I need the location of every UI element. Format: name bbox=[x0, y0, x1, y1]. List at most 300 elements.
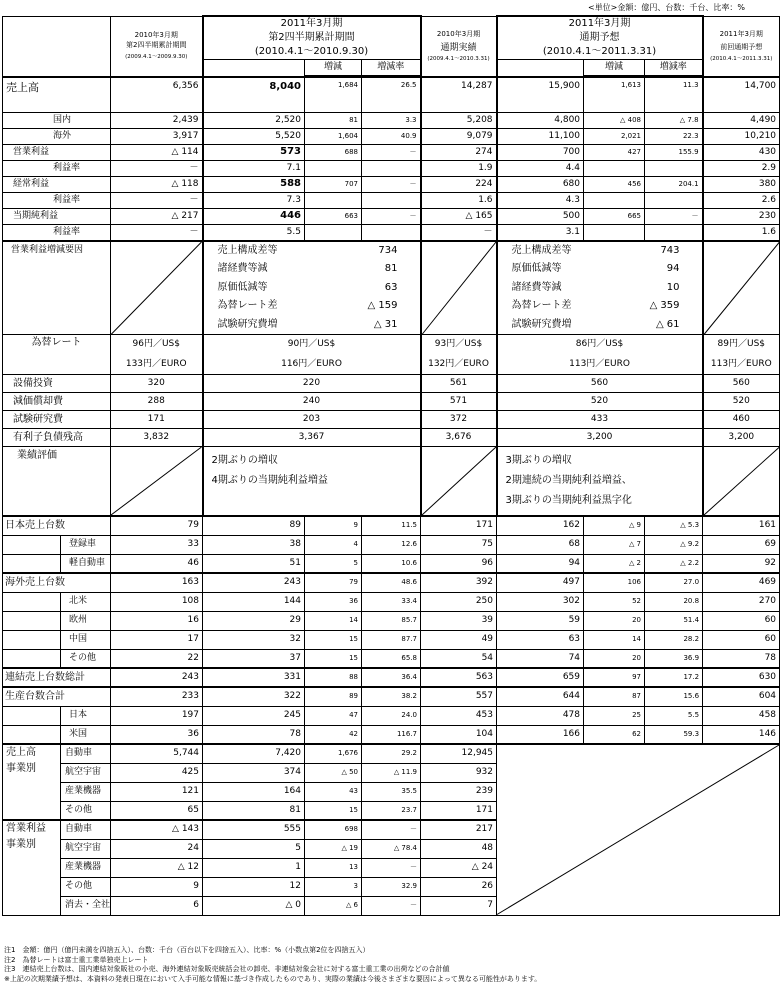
factor-name: 原価低減等 bbox=[511, 263, 562, 275]
segment-label-2: 事業別 bbox=[6, 763, 36, 774]
ord-rate-label: 利益率 bbox=[3, 192, 111, 208]
segment-sales-h1-prev: 121 bbox=[111, 782, 203, 801]
units-h1-prev: 243 bbox=[111, 668, 203, 687]
factor-value: △ 359 bbox=[649, 300, 680, 312]
capex-value-0: 320 bbox=[111, 375, 203, 393]
units-fy-prev: 75 bbox=[421, 535, 497, 554]
domestic-fy-chg: △ 408 bbox=[584, 112, 645, 128]
overseas-h1-prev: 3,917 bbox=[111, 128, 203, 144]
ord-h1-rate: － bbox=[362, 176, 421, 192]
segment-sales-name: 自動車 bbox=[61, 744, 111, 763]
segment-op-h1-cur: 555 bbox=[203, 820, 305, 839]
sales-fy-prev: 14,287 bbox=[421, 77, 497, 112]
segment-label-2: 事業別 bbox=[6, 839, 36, 850]
factors-fy bbox=[497, 241, 703, 335]
segment-op-h1-rate: － bbox=[362, 820, 421, 839]
segment-op-fy-prev: 7 bbox=[421, 896, 497, 915]
factor-fy-item bbox=[498, 260, 702, 279]
factors-h1-prev-blank bbox=[111, 241, 203, 335]
segment-sales-h1-prev: 425 bbox=[111, 763, 203, 782]
note-3: 注3 連結売上台数は、国内連結対象販社の小売、海外連結対象販売統括会社の卸売、非連結対象会社に対する富士重工業の出荷などの合計値 bbox=[4, 965, 450, 973]
segment-op-name: 産業機器 bbox=[61, 858, 111, 877]
capex-value-1: 220 bbox=[203, 375, 421, 393]
op-fy-fcst: 700 bbox=[497, 144, 584, 160]
diagonal-slash bbox=[704, 447, 780, 515]
diagonal-slash bbox=[422, 447, 496, 515]
net-fy-prev-fcst: 230 bbox=[703, 208, 780, 224]
segment-sales-fy-prev: 12,945 bbox=[421, 744, 497, 763]
segment-sales-h1-chg: △ 50 bbox=[305, 763, 362, 782]
units-fy-chg: △ 2 bbox=[584, 554, 645, 573]
overseas-h1-rate: 40.9 bbox=[362, 128, 421, 144]
segment-op-h1-chg: 13 bbox=[305, 858, 362, 877]
ord-h1-prev: △ 118 bbox=[111, 176, 203, 192]
net-h1-chg: 663 bbox=[305, 208, 362, 224]
units-fy-prev: 250 bbox=[421, 592, 497, 611]
overseas-fy-fcst: 11,100 bbox=[497, 128, 584, 144]
op_rate-fy-prev: 1.9 bbox=[421, 160, 497, 176]
units-fy-prev-fcst: 146 bbox=[703, 725, 780, 744]
units-fy-prev: 563 bbox=[421, 668, 497, 687]
op-h1-cur: 573 bbox=[203, 144, 305, 160]
segment-op-fy-prev: 217 bbox=[421, 820, 497, 839]
factor-h1-item bbox=[204, 260, 420, 279]
units-fy-prev-fcst: 69 bbox=[703, 535, 780, 554]
segment-sales-h1-prev: 65 bbox=[111, 801, 203, 820]
sales-fy-chg: 1,613 bbox=[584, 77, 645, 112]
fx-eur-3: 113円／EURO bbox=[497, 355, 703, 375]
units-fy-rate: 15.6 bbox=[645, 687, 703, 706]
units-h1-prev: 233 bbox=[111, 687, 203, 706]
col4-sub: 通期予想 bbox=[579, 32, 620, 43]
units-h1-prev: 17 bbox=[111, 630, 203, 649]
eval-h1 bbox=[203, 447, 421, 517]
factors-fy-prev-blank bbox=[421, 241, 497, 335]
debt-value-0: 3,832 bbox=[111, 429, 203, 447]
units-fy-fcst: 59 bbox=[497, 611, 584, 630]
rnd-value-3: 433 bbox=[497, 411, 703, 429]
units-h1-cur: 331 bbox=[203, 668, 305, 687]
units-fy-fcst: 74 bbox=[497, 649, 584, 668]
units-fy-rate: 5.5 bbox=[645, 706, 703, 725]
factor-fy-item bbox=[498, 316, 702, 335]
units-h1-chg: 15 bbox=[305, 630, 362, 649]
col2-chg-header: 増減 bbox=[305, 60, 362, 76]
capex-value-3: 560 bbox=[497, 375, 703, 393]
units-fy-prev-fcst: 60 bbox=[703, 630, 780, 649]
op_rate-fy-prev-fcst: 2.9 bbox=[703, 160, 780, 176]
factors-label: 営業利益増減要因 bbox=[3, 241, 111, 335]
net_rate-h1-chg bbox=[305, 224, 362, 241]
col3-range: (2009.4.1～2010.3.31) bbox=[427, 55, 490, 62]
units-indent bbox=[3, 630, 61, 649]
units-label: 欧州 bbox=[61, 611, 111, 630]
dep-value-4: 520 bbox=[703, 393, 780, 411]
col5-title: 2011年3月期 bbox=[719, 29, 763, 38]
units-h1-rate: 116.7 bbox=[362, 725, 421, 744]
fx-label: 為替レート bbox=[3, 335, 111, 375]
op_rate-h1-chg bbox=[305, 160, 362, 176]
fx-usd-2: 93円／US$ bbox=[421, 335, 497, 355]
units-fy-rate: 17.2 bbox=[645, 668, 703, 687]
sales-fy-rate: 11.3 bbox=[645, 77, 703, 112]
units-h1-cur: 29 bbox=[203, 611, 305, 630]
units-fy-prev: 171 bbox=[421, 516, 497, 535]
segment-label-1: 営業利益 bbox=[6, 823, 46, 834]
ord-label: 経常利益 bbox=[3, 176, 111, 192]
units-indent bbox=[3, 535, 61, 554]
eval-fy-line: 3期ぶりの増収 bbox=[505, 455, 572, 466]
units-fy-fcst: 497 bbox=[497, 573, 584, 592]
op-rate-label: 利益率 bbox=[3, 160, 111, 176]
domestic-h1-cur: 2,520 bbox=[203, 112, 305, 128]
op_rate-h1-cur: 7.1 bbox=[203, 160, 305, 176]
units-fy-rate: 27.0 bbox=[645, 573, 703, 592]
units-fy-fcst: 659 bbox=[497, 668, 584, 687]
eval-label: 業績評価 bbox=[3, 447, 111, 517]
rnd-value-0: 171 bbox=[111, 411, 203, 429]
sales-fy-fcst: 15,900 bbox=[497, 77, 584, 112]
debt-value-3: 3,200 bbox=[497, 429, 703, 447]
units-indent bbox=[3, 649, 61, 668]
eval-fy bbox=[497, 447, 703, 517]
units-h1-cur: 51 bbox=[203, 554, 305, 573]
units-fy-rate: △ 2.2 bbox=[645, 554, 703, 573]
op-fy-prev: 274 bbox=[421, 144, 497, 160]
units-h1-chg: 42 bbox=[305, 725, 362, 744]
dep-value-3: 520 bbox=[497, 393, 703, 411]
units-fy-fcst: 68 bbox=[497, 535, 584, 554]
eval-fy-prev-blank bbox=[421, 447, 497, 517]
factor-h1-item bbox=[204, 242, 420, 261]
segment-sales-h1-cur: 7,420 bbox=[203, 744, 305, 763]
sales-h1-cur: 8,040 bbox=[203, 77, 305, 112]
domestic-fy-rate: △ 7.8 bbox=[645, 112, 703, 128]
units-h1-prev: 197 bbox=[111, 706, 203, 725]
units-label: 中国 bbox=[61, 630, 111, 649]
op-h1-prev: △ 114 bbox=[111, 144, 203, 160]
units-label: 連結売上台数総計 bbox=[3, 668, 111, 687]
op-fy-prev-fcst: 430 bbox=[703, 144, 780, 160]
segment-op-h1-cur: △ 0 bbox=[203, 896, 305, 915]
segment-sales-h1-cur: 164 bbox=[203, 782, 305, 801]
segment-op-name: その他 bbox=[61, 877, 111, 896]
segment-sales-name: 産業機器 bbox=[61, 782, 111, 801]
ord-fy-rate: 204.1 bbox=[645, 176, 703, 192]
fx-usd-1: 90円／US$ bbox=[203, 335, 421, 355]
overseas-h1-cur: 5,520 bbox=[203, 128, 305, 144]
units-label: 登録車 bbox=[61, 535, 111, 554]
sales-h1-prev: 6,356 bbox=[111, 77, 203, 112]
segment-op-fy-prev: 48 bbox=[421, 839, 497, 858]
units-h1-cur: 322 bbox=[203, 687, 305, 706]
units-h1-prev: 46 bbox=[111, 554, 203, 573]
debt-label: 有利子負債残高 bbox=[3, 429, 111, 447]
segment-op-h1-chg: 3 bbox=[305, 877, 362, 896]
units-fy-prev-fcst: 92 bbox=[703, 554, 780, 573]
factor-name: 売上構成差等 bbox=[217, 244, 278, 256]
debt-value-1: 3,367 bbox=[203, 429, 421, 447]
units-fy-prev-fcst: 78 bbox=[703, 649, 780, 668]
units-fy-chg: 25 bbox=[584, 706, 645, 725]
ord_rate-fy-prev-fcst: 2.6 bbox=[703, 192, 780, 208]
segment-sales-label bbox=[3, 744, 61, 820]
ord-fy-fcst: 680 bbox=[497, 176, 584, 192]
units-label: 海外売上台数 bbox=[3, 573, 111, 592]
eval-fy-line: 3期ぶりの当期純利益黒字化 bbox=[505, 495, 632, 506]
factor-name: 試験研究費増 bbox=[511, 318, 572, 330]
units-label: 米国 bbox=[61, 725, 111, 744]
dep-value-2: 571 bbox=[421, 393, 497, 411]
net-h1-rate: － bbox=[362, 208, 421, 224]
net_rate-fy-prev-fcst: 1.6 bbox=[703, 224, 780, 241]
units-fy-prev: 49 bbox=[421, 630, 497, 649]
units-fy-chg: 20 bbox=[584, 611, 645, 630]
units-h1-cur: 144 bbox=[203, 592, 305, 611]
domestic-h1-chg: 81 bbox=[305, 112, 362, 128]
net-fy-rate: － bbox=[645, 208, 703, 224]
units-h1-chg: 88 bbox=[305, 668, 362, 687]
units-fy-chg: 106 bbox=[584, 573, 645, 592]
overseas-fy-rate: 22.3 bbox=[645, 128, 703, 144]
units-fy-prev: 39 bbox=[421, 611, 497, 630]
eval-prev-fcst-blank bbox=[703, 447, 780, 517]
units-indent bbox=[3, 706, 61, 725]
eval-h1-line: 4期ぶりの当期純利益増益 bbox=[211, 475, 328, 486]
segment-op-fy-prev: 26 bbox=[421, 877, 497, 896]
op_rate-h1-prev: － bbox=[111, 160, 203, 176]
factor-value: 734 bbox=[378, 244, 398, 256]
segment-op-h1-rate: △ 78.4 bbox=[362, 839, 421, 858]
units-fy-fcst: 478 bbox=[497, 706, 584, 725]
ord_rate-h1-cur: 7.3 bbox=[203, 192, 305, 208]
segment-sales-h1-cur: 81 bbox=[203, 801, 305, 820]
segment-sales-fy-prev: 239 bbox=[421, 782, 497, 801]
fx-eur-1: 116円／EURO bbox=[203, 355, 421, 375]
diagonal-slash bbox=[704, 242, 780, 335]
col1-sub: 第2四半期累計期間 bbox=[126, 41, 187, 49]
factor-name: 諸経費等減 bbox=[217, 263, 268, 275]
units-h1-prev: 16 bbox=[111, 611, 203, 630]
overseas-h1-chg: 1,604 bbox=[305, 128, 362, 144]
segment-sales-h1-rate: 35.5 bbox=[362, 782, 421, 801]
op_rate-fy-rate bbox=[645, 160, 703, 176]
op_rate-fy-chg bbox=[584, 160, 645, 176]
units-fy-fcst: 162 bbox=[497, 516, 584, 535]
factor-name: 原価低減等 bbox=[217, 281, 268, 293]
segment-op-h1-chg: 698 bbox=[305, 820, 362, 839]
units-fy-chg: 20 bbox=[584, 649, 645, 668]
units-fy-chg: △ 7 bbox=[584, 535, 645, 554]
ord_rate-fy-rate bbox=[645, 192, 703, 208]
debt-value-2: 3,676 bbox=[421, 429, 497, 447]
factor-value: 94 bbox=[666, 263, 680, 275]
factor-name: 試験研究費増 bbox=[217, 318, 278, 330]
ord_rate-h1-prev: － bbox=[111, 192, 203, 208]
sales-h1-rate: 26.5 bbox=[362, 77, 421, 112]
units-fy-rate: △ 5.3 bbox=[645, 516, 703, 535]
segment-op-h1-prev: 9 bbox=[111, 877, 203, 896]
units-h1-chg: 14 bbox=[305, 611, 362, 630]
col1-title: 2010年3月期 bbox=[134, 31, 178, 39]
units-fy-prev-fcst: 270 bbox=[703, 592, 780, 611]
fx-eur-0: 133円／EURO bbox=[111, 355, 203, 375]
units-h1-prev: 108 bbox=[111, 592, 203, 611]
units-h1-chg: 4 bbox=[305, 535, 362, 554]
units-fy-rate: 59.3 bbox=[645, 725, 703, 744]
units-fy-prev: 557 bbox=[421, 687, 497, 706]
fx-eur-2: 132円／EURO bbox=[421, 355, 497, 375]
units-h1-chg: 9 bbox=[305, 516, 362, 535]
ord-h1-chg: 707 bbox=[305, 176, 362, 192]
units-h1-chg: 15 bbox=[305, 649, 362, 668]
eval-h1-line: 2期ぶりの増収 bbox=[211, 455, 278, 466]
fx-usd-0: 96円／US$ bbox=[111, 335, 203, 355]
units-fy-rate: 28.2 bbox=[645, 630, 703, 649]
segment-sales-h1-rate: 23.7 bbox=[362, 801, 421, 820]
diagonal-slash bbox=[111, 447, 202, 515]
dep-label: 減価償却費 bbox=[3, 393, 111, 411]
units-h1-cur: 89 bbox=[203, 516, 305, 535]
results-table bbox=[2, 15, 780, 916]
units-fy-prev-fcst: 630 bbox=[703, 668, 780, 687]
note-1: 注1 金額：億円（億円未満を四捨五入）、台数：千台（百台以下を四捨五入）、比率：%（小数点第2位を四捨五入） bbox=[4, 946, 370, 954]
net_rate-fy-prev: － bbox=[421, 224, 497, 241]
units-h1-chg: 89 bbox=[305, 687, 362, 706]
segment-label-1: 売上高 bbox=[6, 747, 36, 758]
col4-rate-header: 増減率 bbox=[645, 60, 703, 76]
units-h1-rate: 33.4 bbox=[362, 592, 421, 611]
col2-rate-header: 増減率 bbox=[362, 60, 421, 76]
segment-op-h1-prev: 6 bbox=[111, 896, 203, 915]
factor-value: △ 159 bbox=[367, 300, 398, 312]
units-h1-cur: 243 bbox=[203, 573, 305, 592]
segment-sales-h1-rate: 29.2 bbox=[362, 744, 421, 763]
units-h1-prev: 22 bbox=[111, 649, 203, 668]
domestic-label: 国内 bbox=[3, 112, 111, 128]
eval-fy-line: 2期連続の当期純利益増益、 bbox=[505, 475, 632, 486]
units-h1-chg: 79 bbox=[305, 573, 362, 592]
units-label: 軽自動車 bbox=[61, 554, 111, 573]
segment-sales-fy-prev: 171 bbox=[421, 801, 497, 820]
factor-value: 63 bbox=[384, 281, 398, 293]
segments-forecast-blank bbox=[497, 744, 780, 915]
units-h1-cur: 78 bbox=[203, 725, 305, 744]
net-fy-fcst: 500 bbox=[497, 208, 584, 224]
segment-op-h1-prev: 24 bbox=[111, 839, 203, 858]
units-fy-prev-fcst: 604 bbox=[703, 687, 780, 706]
col2-range: (2010.4.1～2010.9.30) bbox=[254, 46, 369, 57]
op_rate-fy-fcst: 4.4 bbox=[497, 160, 584, 176]
factor-value: △ 61 bbox=[655, 318, 680, 330]
diagonal-slash bbox=[497, 745, 779, 915]
domestic-fy-fcst: 4,800 bbox=[497, 112, 584, 128]
units-fy-chg: 52 bbox=[584, 592, 645, 611]
units-h1-prev: 33 bbox=[111, 535, 203, 554]
ord_rate-h1-chg bbox=[305, 192, 362, 208]
dep-value-0: 288 bbox=[111, 393, 203, 411]
domestic-h1-prev: 2,439 bbox=[111, 112, 203, 128]
units-fy-prev: 104 bbox=[421, 725, 497, 744]
op-h1-chg: 688 bbox=[305, 144, 362, 160]
segment-op-h1-cur: 5 bbox=[203, 839, 305, 858]
units-label: 生産台数合計 bbox=[3, 687, 111, 706]
sales-h1-chg: 1,684 bbox=[305, 77, 362, 112]
units-h1-chg: 36 bbox=[305, 592, 362, 611]
factors-prev-fcst-blank bbox=[703, 241, 780, 335]
units-fy-prev: 453 bbox=[421, 706, 497, 725]
units-h1-rate: 24.0 bbox=[362, 706, 421, 725]
capex-value-4: 560 bbox=[703, 375, 780, 393]
factor-value: 81 bbox=[384, 263, 398, 275]
units-h1-prev: 36 bbox=[111, 725, 203, 744]
ord_rate-h1-rate bbox=[362, 192, 421, 208]
segment-sales-h1-prev: 5,744 bbox=[111, 744, 203, 763]
units-fy-chg: 62 bbox=[584, 725, 645, 744]
units-fy-chg: 14 bbox=[584, 630, 645, 649]
rnd-value-2: 372 bbox=[421, 411, 497, 429]
segment-op-h1-rate: 32.9 bbox=[362, 877, 421, 896]
units-fy-fcst: 63 bbox=[497, 630, 584, 649]
net_rate-h1-rate bbox=[362, 224, 421, 241]
units-h1-prev: 163 bbox=[111, 573, 203, 592]
net-h1-cur: 446 bbox=[203, 208, 305, 224]
units-fy-fcst: 644 bbox=[497, 687, 584, 706]
col3-sub: 通期実績 bbox=[440, 42, 477, 53]
op_rate-h1-rate bbox=[362, 160, 421, 176]
factors-h1 bbox=[203, 241, 421, 335]
units-fy-prev-fcst: 60 bbox=[703, 611, 780, 630]
units-fy-rate: 20.8 bbox=[645, 592, 703, 611]
units-indent bbox=[3, 611, 61, 630]
units-h1-rate: 36.4 bbox=[362, 668, 421, 687]
capex-label: 設備投資 bbox=[3, 375, 111, 393]
domestic-fy-prev: 5,208 bbox=[421, 112, 497, 128]
net_rate-fy-fcst: 3.1 bbox=[497, 224, 584, 241]
dep-value-1: 240 bbox=[203, 393, 421, 411]
segment-sales-fy-prev: 932 bbox=[421, 763, 497, 782]
units-fy-rate: △ 9.2 bbox=[645, 535, 703, 554]
ord_rate-fy-fcst: 4.3 bbox=[497, 192, 584, 208]
units-indent bbox=[3, 592, 61, 611]
net_rate-fy-rate bbox=[645, 224, 703, 241]
op-fy-chg: 427 bbox=[584, 144, 645, 160]
factor-name: 為替レート差 bbox=[217, 300, 278, 312]
units-label: 日本 bbox=[61, 706, 111, 725]
segment-op-name: 航空宇宙 bbox=[61, 839, 111, 858]
col2-sub: 第2四半期累計期間 bbox=[268, 32, 355, 43]
net-h1-prev: △ 217 bbox=[111, 208, 203, 224]
factor-fy-item bbox=[498, 279, 702, 298]
units-h1-rate: 85.7 bbox=[362, 611, 421, 630]
units-fy-prev: 392 bbox=[421, 573, 497, 592]
net-fy-chg: 665 bbox=[584, 208, 645, 224]
segment-sales-name: 航空宇宙 bbox=[61, 763, 111, 782]
fx-usd-3: 86円／US$ bbox=[497, 335, 703, 355]
footnotes bbox=[4, 946, 744, 984]
factor-name: 売上構成差等 bbox=[511, 244, 572, 256]
net-label: 当期純利益 bbox=[3, 208, 111, 224]
segment-op-label bbox=[3, 820, 61, 915]
fx-usd-4: 89円／US$ bbox=[703, 335, 780, 355]
op-fy-rate: 155.9 bbox=[645, 144, 703, 160]
segment-op-h1-prev: △ 143 bbox=[111, 820, 203, 839]
domestic-h1-rate: 3.3 bbox=[362, 112, 421, 128]
segment-sales-h1-rate: △ 11.9 bbox=[362, 763, 421, 782]
factor-name: 諸経費等減 bbox=[511, 281, 562, 293]
ord-fy-prev: 224 bbox=[421, 176, 497, 192]
segment-op-fy-prev: △ 24 bbox=[421, 858, 497, 877]
